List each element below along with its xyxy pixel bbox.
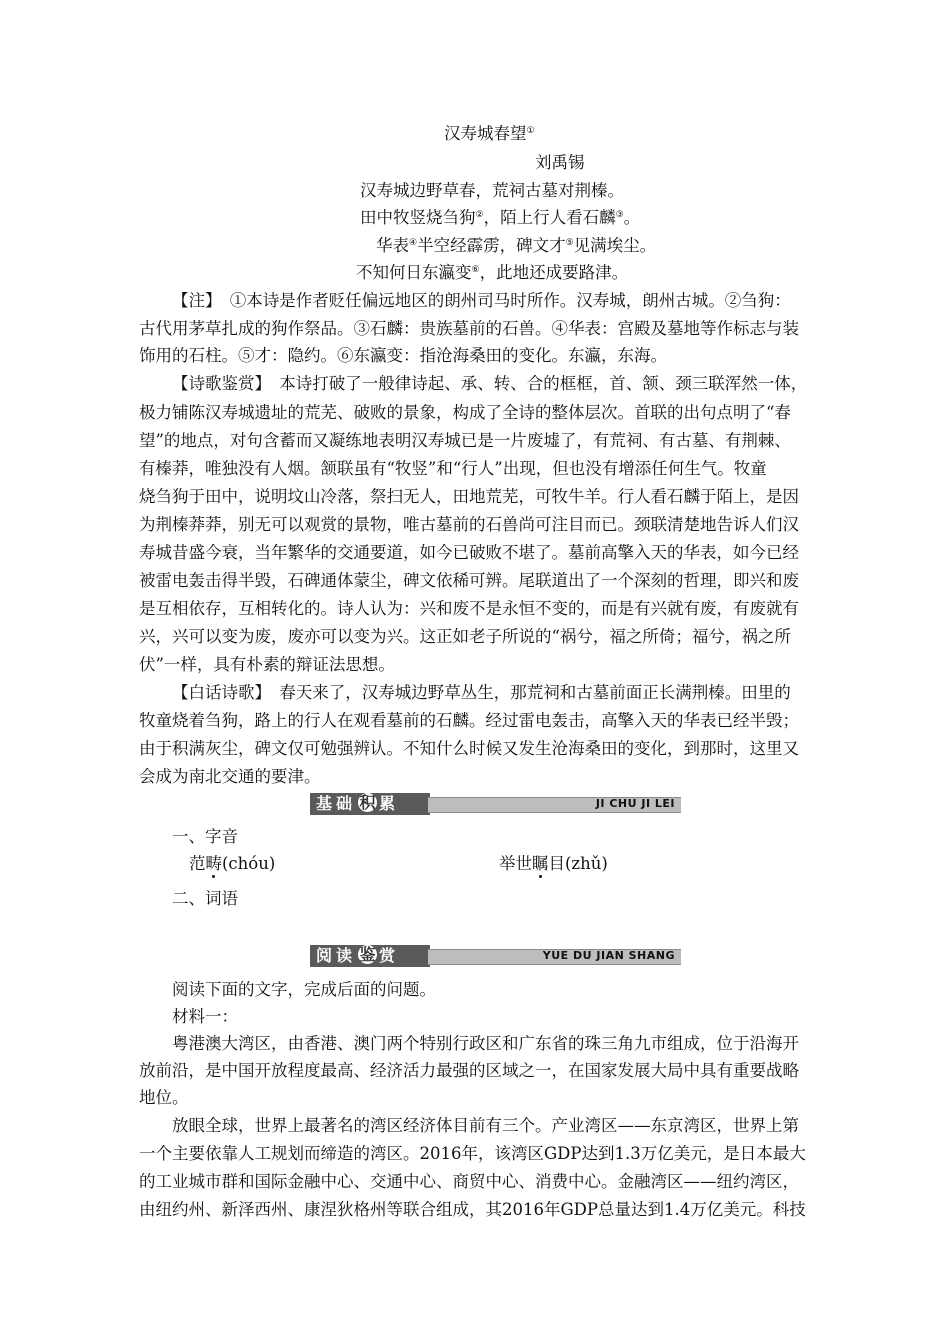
reading-line: 一个主要依靠人工规划而缔造的湾区。2016年，该湾区GDP达到1.3万亿美元，是日本最大 — [139, 1144, 806, 1163]
appreciation-line: 【诗歌鉴赏】 本诗打破了一般律诗起、承、转、合的框框，首、颔、颈三联浑然一体， — [172, 374, 808, 393]
appreciation-line: 为荆榛莽莽，别无可以观赏的景物，唯古墓前的石兽尚可注目而已。颈联清楚地告诉人们汉 — [139, 515, 799, 534]
appreciation-line: 兴，兴可以变为废，废亦可以变为兴。这正如老子所说的“祸兮，福之所倚；福兮，祸之所 — [139, 627, 791, 646]
poem-line-2: 田中牧竖烧刍狗②，陌上行人看石麟③。 — [360, 208, 641, 227]
section-banner-reading — [310, 945, 681, 967]
appreciation-line: 是互相依存，互相转化的。诗人认为：兴和废不是永恒不变的，而是有兴就有废，有废就有 — [139, 599, 799, 618]
vernacular-line: 【白话诗歌】 春天来了，汉寿城边野草丛生，那荒祠和古墓前面正长满荆榛。田里的 — [172, 683, 791, 702]
banner-pinyin: JI CHU JI LEI — [595, 797, 675, 810]
appreciation-line: 极力铺陈汉寿城遗址的荒芜、破败的景象，构成了全诗的整体层次。首联的出句点明了“春 — [139, 403, 791, 422]
reading-line: 放眼全球，世界上最著名的湾区经济体目前有三个。产业湾区——东京湾区，世界上第 — [172, 1116, 799, 1135]
appreciation-line: 伏”一样，具有朴素的辩证法思想。 — [139, 655, 395, 674]
appreciation-line: 望”的地点，对句含蓄而又凝练地表明汉寿城已是一片废墟了，有荒祠、有古墓、有荆棘、 — [139, 431, 791, 450]
reading-line: 粤港澳大湾区，由香港、澳门两个特别行政区和广东省的珠三角九市组成，位于沿海开 — [172, 1034, 799, 1053]
appreciation-line: 烧刍狗于田中，说明坟山冷落，祭扫无人，田地荒芜，可牧牛羊。行人看石麟于陌上，是因 — [139, 487, 799, 506]
appreciation-line: 被雷电轰击得半毁，石碑通体蒙尘，碑文依稀可辨。尾联道出了一个深刻的哲理，即兴和废 — [139, 571, 799, 590]
section-banner-basics — [310, 793, 681, 815]
vernacular-line: 由于积满灰尘，碑文仅可勉强辨认。不知什么时候又发生沧海桑田的变化，到那时，这里又 — [139, 739, 799, 758]
poem-line-4: 不知何日东瀛变⑥，此地还成要路津。 — [356, 263, 629, 282]
banner-title: 基础 积 累 — [316, 793, 400, 813]
reading-line: 放前沿，是中国开放程度最高、经济活力最强的区域之一，在国家发展大局中具有重要战略 — [139, 1061, 799, 1080]
word-item-1: 范畴(chóu) — [189, 854, 276, 873]
poem-line-3: 华表④半空经霹雳，碑文才⑤见满埃尘。 — [376, 236, 657, 255]
poem-author: 刘禹锡 — [535, 153, 585, 172]
reading-line: 由纽约州、新泽西州、康涅狄格州等联合组成，其2016年GDP总量达到1.4万亿美元。科技 — [139, 1200, 806, 1219]
note-line-1: 【注】 ①本诗是作者贬任偏远地区的朗州司马时所作。汉寿城，朗州古城。②刍狗： — [172, 291, 791, 310]
vernacular-line: 牧童烧着刍狗，路上的行人在观看墓前的石麟。经过雷电轰击，高擎入天的华表已经半毁； — [139, 711, 799, 730]
reading-line: 地位。 — [139, 1088, 189, 1107]
word-item-2: 举世瞩目(zhǔ) — [499, 854, 608, 873]
section-heading: 二、词语 — [172, 889, 238, 908]
vernacular-line: 会成为南北交通的要津。 — [139, 767, 321, 786]
poem-title: 汉寿城春望① — [444, 124, 535, 143]
banner-pinyin: YUE DU JIAN SHANG — [542, 949, 675, 962]
poem-line-1: 汉寿城边野草春，荒祠古墓对荆榛。 — [360, 181, 624, 200]
reading-line: 的工业城市群和国际金融中心、交通中心、商贸中心、消费中心。金融湾区——纽约湾区， — [139, 1172, 799, 1191]
section-heading: 一、字音 — [172, 827, 238, 846]
appreciation-line: 有榛莽，唯独没有人烟。颔联虽有“牧竖”和“行人”出现，但也没有增添任何生气。牧童 — [139, 459, 767, 478]
note-line-2: 古代用茅草扎成的狗作祭品。③石麟：贵族墓前的石兽。④华表：宫殿及墓地等作标志与装 — [139, 319, 799, 338]
appreciation-line: 寿城昔盛今衰，当年繁华的交通要道，如今已破败不堪了。墓前高擎入天的华表，如今已经 — [139, 543, 799, 562]
material-label: 材料一： — [172, 1007, 238, 1026]
note-line-3: 饰用的石柱。⑤才：隐约。⑥东瀛变：指沧海桑田的变化。东瀛，东海。 — [139, 346, 667, 365]
banner-title: 阅读 鉴 赏 — [316, 945, 400, 965]
reading-instruction: 阅读下面的文字，完成后面的问题。 — [172, 980, 436, 999]
